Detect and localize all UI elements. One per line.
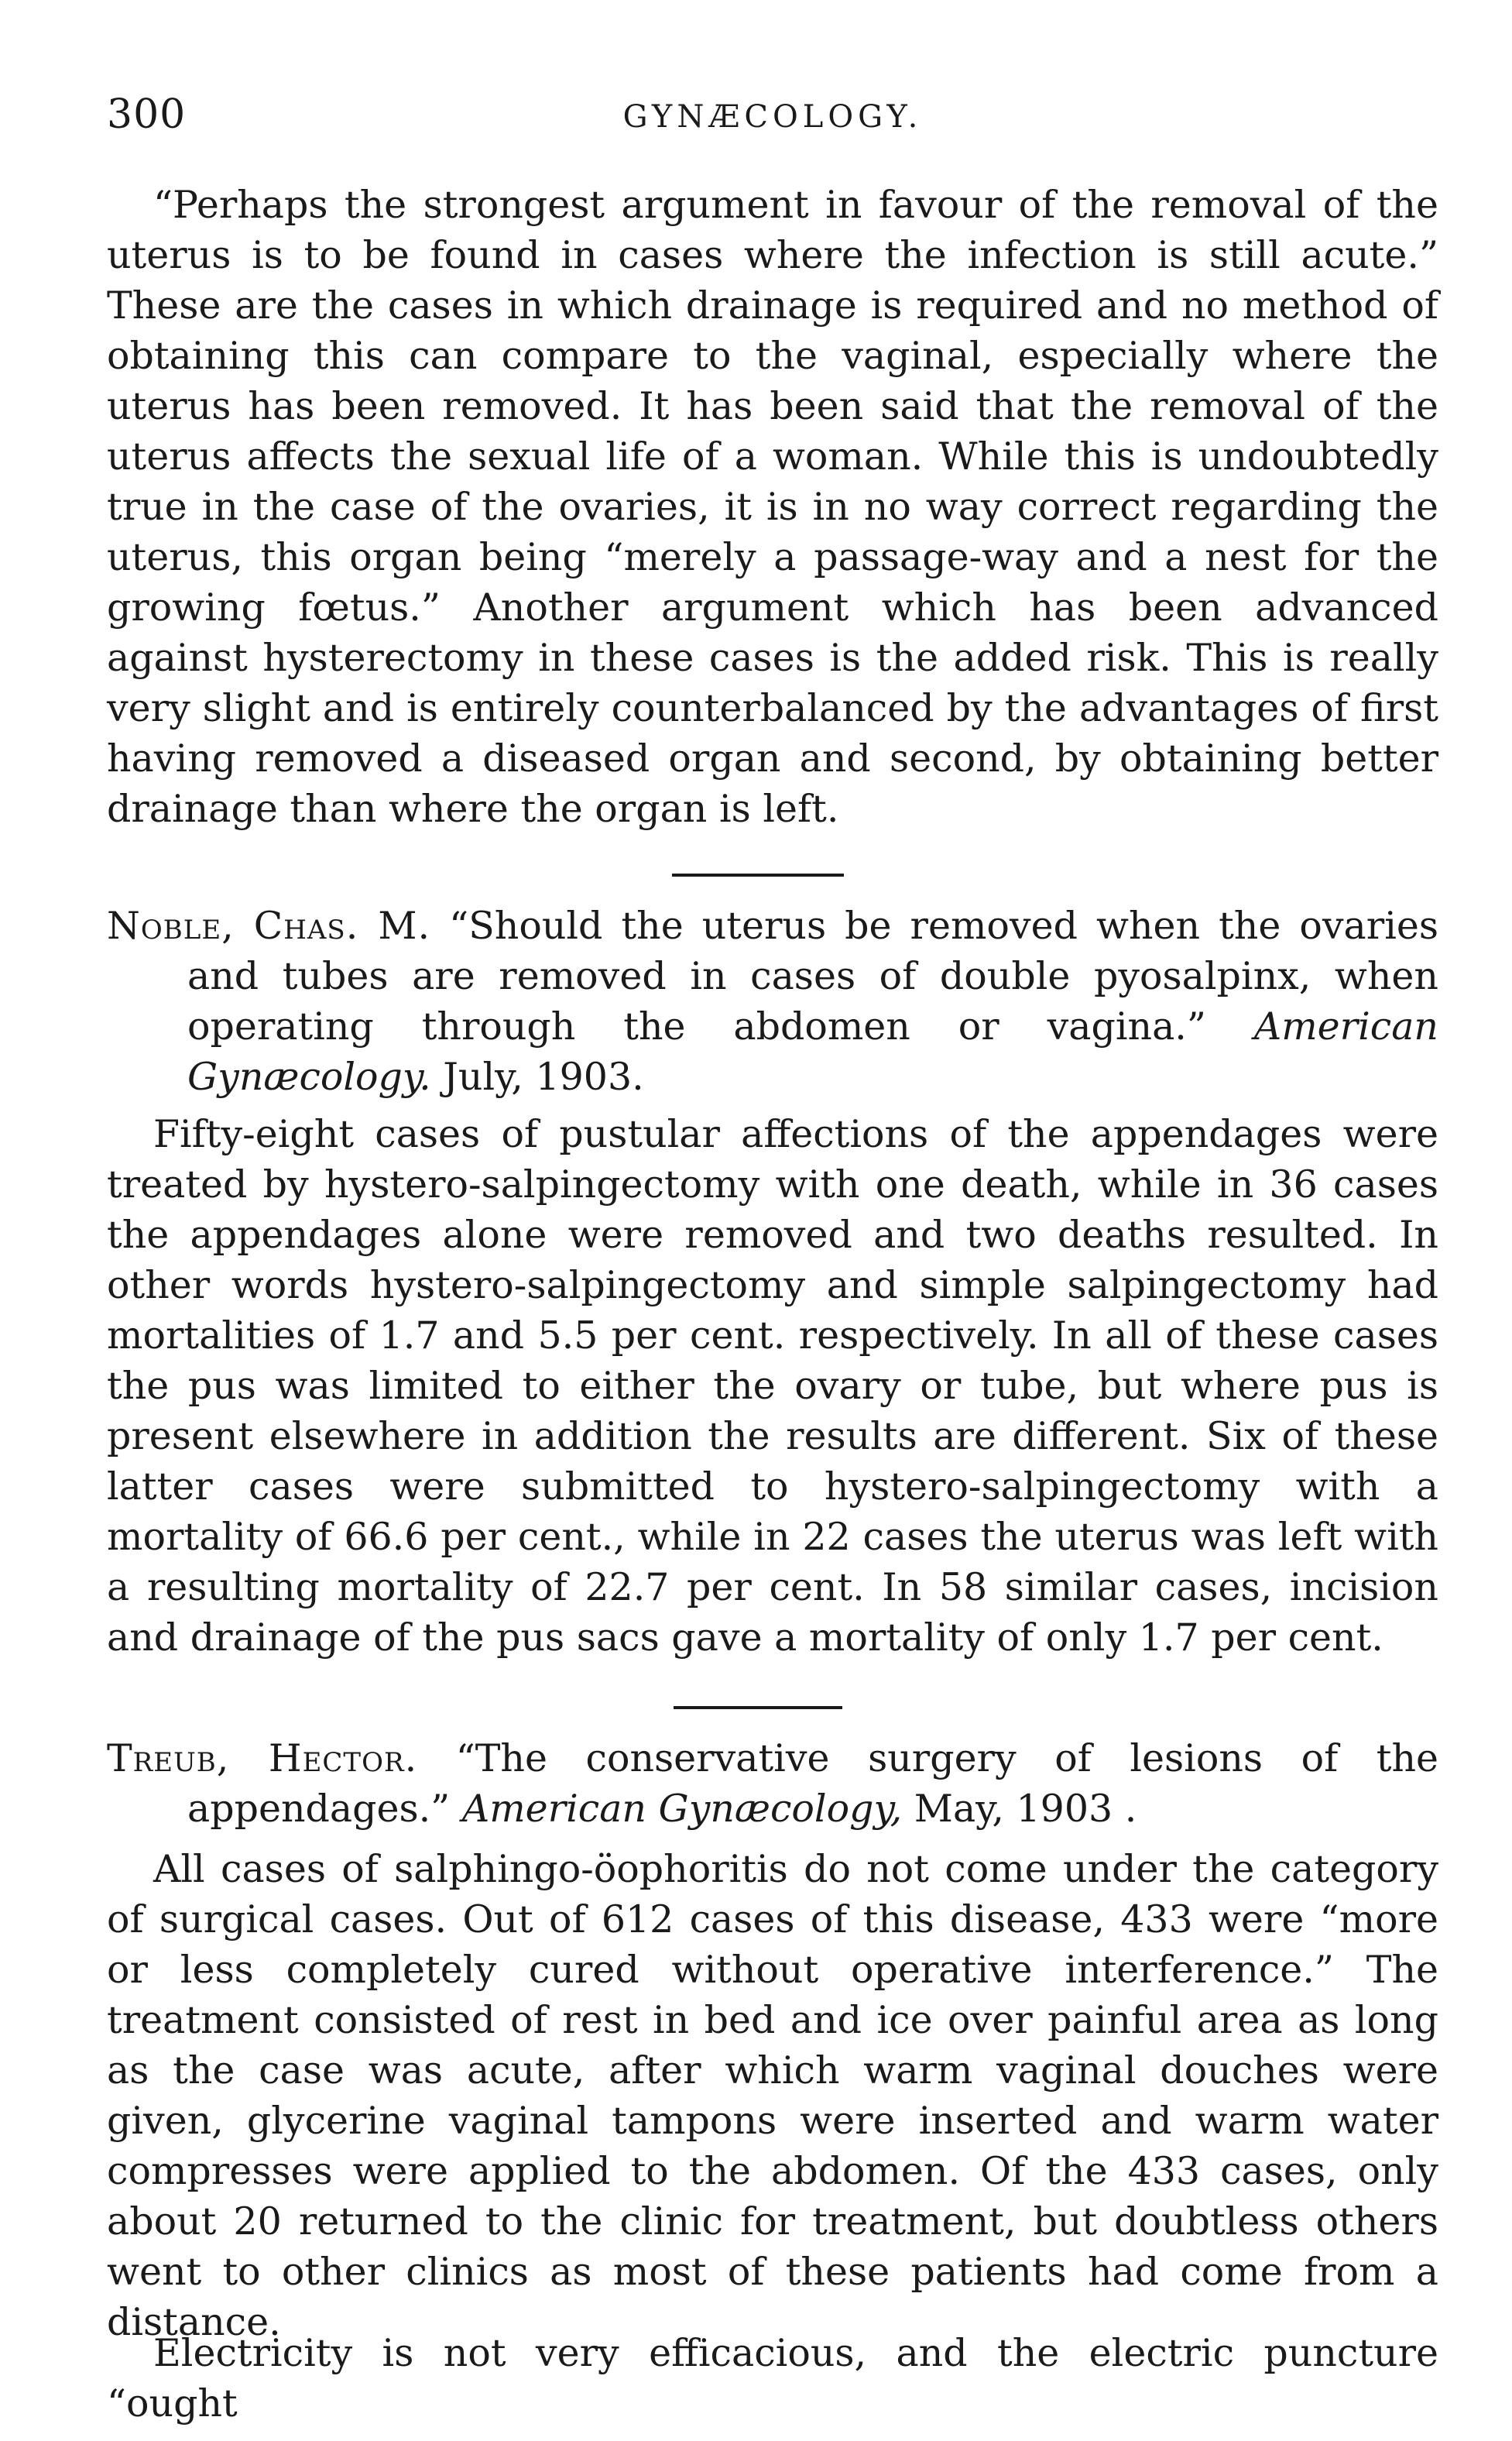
page-header <box>107 91 1438 146</box>
running-title: GYNÆCOLOGY. <box>622 99 923 135</box>
citation-author: Noble, Chas. M. <box>107 904 431 948</box>
citation-journal: American Gynæcology. <box>187 1004 1438 1099</box>
citation-date: May, 1903 . <box>914 1787 1137 1831</box>
paragraph-salphingo-oophoritis: All cases of salphingo-öophoritis do not come under the category of surgical cases. Out of 612 cases of this disease, 433 were “more or less completely cured without operative interference.” The treatment consisted of rest in bed and ice over painful area as long as the case was acute, after which warm vaginal douches were given, glycerine vaginal tampons were inserted and warm water compresses were applied to the abdomen. Of the 433 cases, only about 20 returned to the clinic for treatment, but doubtless others went to other clinics as most of these patients had come from a distance. <box>107 1847 1438 2344</box>
section-divider <box>674 1706 842 1709</box>
page-number: 300 <box>107 91 187 138</box>
paragraph-pustular-affections: Fifty-eight cases of pustular affections of the appendages were treated by hystero-salpingectomy with one death, while in 36 cases the appendages alone were removed and two deaths resulted. In other words hystero-salpingectomy and simple salpingectomy had mortalities of 1.7 and 5.5 per cent. respectively. In all of these cases the pus was limited to either the ovary or tube, but where pus is present elsewhere in addition the results are different. Six of these latter cases were submitted to hystero-salpingectomy with a mortality of 66.6 per cent., while in 22 cases the uterus was left with a resulting mortality of 22.7 per cent. In 58 similar cases, incision and drainage of the pus sacs gave a mortality of only 1.7 per cent. <box>107 1112 1438 1660</box>
paragraph-electricity: Electricity is not very efficacious, and the electric puncture “ought <box>107 2331 1438 2426</box>
citation-journal: American Gynæcology, <box>461 1787 903 1831</box>
citation-title: “The conservative surgery of lesions of the appendages.” <box>187 1736 1439 1831</box>
section-divider <box>672 874 844 877</box>
citation-author: Treub, Hector. <box>107 1736 418 1780</box>
citation-title: “Should the uterus be removed when the ovaries and tubes are removed in cases of double pyosalpinx, when operating through the abdomen or vagina.” <box>187 904 1439 1049</box>
citation-noble <box>107 901 1438 1102</box>
citation-date: July, 1903. <box>443 1055 644 1099</box>
citation-treub <box>107 1733 1438 1834</box>
paragraph-hysterectomy-argument: “Perhaps the strongest argument in favour of the removal of the uterus is to be found in cases where the infection is still acute.” These are the cases in which drainage is required and no method of obtaining this can compare to the vaginal, especially where the uterus has been removed. It has been said that the removal of the uterus affects the sexual life of a woman. While this is undoubtedly true in the case of the ovaries, it is in no way correct regarding the uterus, this organ being “merely a passage-way and a nest for the growing fœtus.” Another argument which has been advanced against hysterectomy in these cases is the added risk. This is really very slight and is entirely counterbalanced by the advantages of first having removed a diseased organ and second, by obtaining better drainage than where the organ is left. <box>107 183 1438 831</box>
